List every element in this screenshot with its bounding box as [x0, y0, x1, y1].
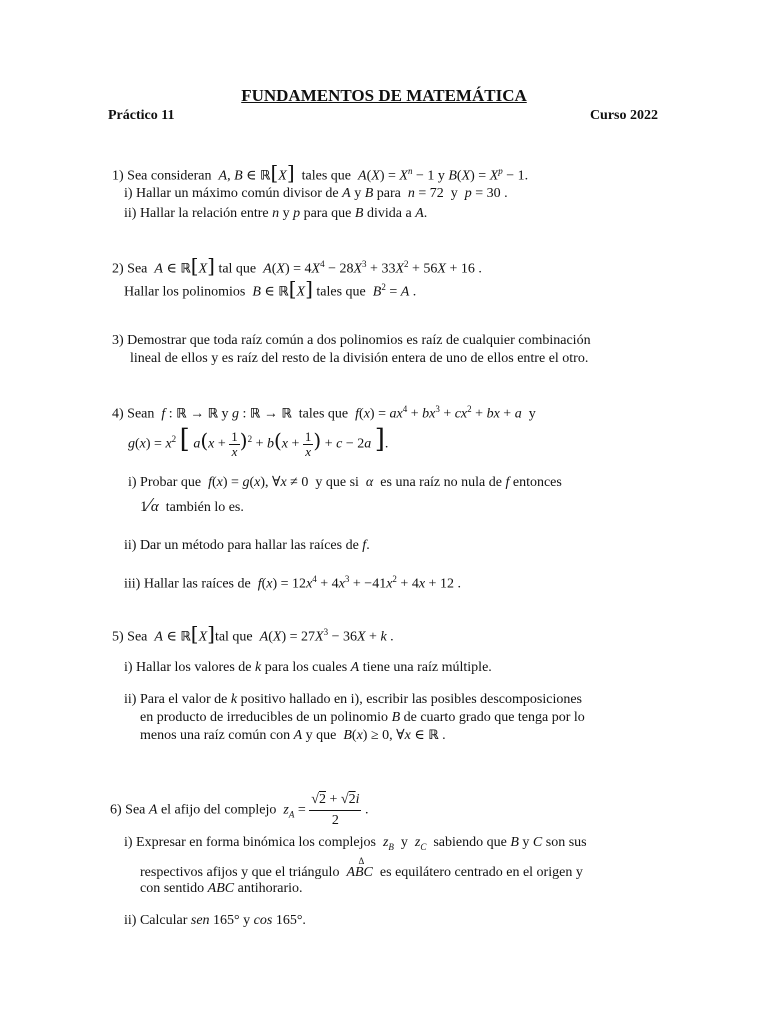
exercise-6-part-ii: ii) Calcular sen 165° y cos 165°.	[124, 913, 306, 928]
exercise-4-part-i-cont: 1⁄α también lo es.	[140, 494, 244, 516]
exercise-4-part-iii: iii) Hallar las raíces de $f(x) = 12x^4 + 4x^3 + -41x^2 + 4x + 12$ .	[124, 574, 461, 592]
exercise-1-part-i: i) Hallar un máximo común divisor de A y B para n = 72 y p = 30 .	[124, 186, 508, 201]
document-title: FUNDAMENTOS DE MATEMÁTICA	[241, 86, 527, 105]
exercise-6-statement: 6) Sea A el afijo del complejo $z_A$ = $\frac{√2 + √2i}{2}$ .	[110, 792, 369, 828]
exercise-3-line-1: 3) Demostrar que toda raíz común a dos polinomios es raíz de cualquier combinación	[112, 333, 591, 348]
exercise-1-statement: 1) Sea consideran A, B ∈ ℝ[X] tales que $A(X) = X^n - 1$ y $B(X) = X^p - 1$.	[112, 160, 529, 185]
exercise-5-part-i: i) Hallar los valores de k para los cuales A tiene una raíz múltiple.	[124, 660, 492, 675]
curso-label: Curso 2022	[589, 108, 658, 123]
exercise-2-part: Hallar los polinomios B ∈ ℝ[X] tales que $B^2 = A$ .	[124, 276, 417, 301]
exercise-1-part-ii: ii) Hallar la relación entre n y p para que B divida a A.	[124, 206, 428, 221]
exercise-5-part-ii-line-1: ii) Para el valor de k positivo hallado en i), escribir las posibles descomposiciones	[124, 692, 583, 707]
exercise-5-statement: 5) Sea A ∈ ℝ[X]tal que $A(X) = 27X^3 - 36X + k$ .	[112, 621, 394, 646]
exercise-4-part-ii: ii) Dar un método para hallar las raíces de f.	[124, 538, 370, 553]
exercise-4-g-definition: $g(x) = x^2$ [ a(x + $\frac{1}{x}$ )$^2$ + b(x + $\frac{1}{x}$ ) + c − 2a ].	[128, 424, 389, 459]
exercise-4-statement: 4) Sean f : ℝ → ℝ y g : ℝ → ℝ tales que $f(x) = ax^4 + bx^3 + cx^2$ + bx + a y	[112, 404, 536, 422]
exercise-3-line-2: lineal de ellos y es raíz del resto de la división entera de uno de ellos entre el otro.	[130, 351, 589, 366]
practico-label: Práctico 11	[108, 108, 175, 123]
exercise-5-part-ii-line-2: en producto de irreducibles de un polinomio B de cuarto grado que tenga por lo	[140, 710, 585, 725]
exercise-4-part-i: i) Probar que f(x) = g(x), ∀x ≠ 0 y que si α es una raíz no nula de f entonces	[128, 475, 562, 490]
exercise-6-part-i-line-1: i) Expresar en forma binómica los complejos $z_B$ y $z_C$ sabiendo que B y C son sus	[124, 835, 587, 852]
exercise-6-part-i-line-3: con sentido ABC antihorario.	[140, 881, 303, 896]
exercise-5-part-ii-line-3: menos una raíz común con A y que B(x) ≥ 0, ∀x ∈ ℝ .	[140, 728, 446, 743]
exercise-2-statement: 2) Sea A ∈ ℝ[X] tal que $A(X) = 4X^4 - 28X^3 + 33X^2 + 56X + 16$ .	[112, 253, 482, 278]
exercise-6-part-i-line-2: respectivos afijos y que el triángulo Δ ABC es equilátero centrado en el origen y	[140, 856, 583, 880]
